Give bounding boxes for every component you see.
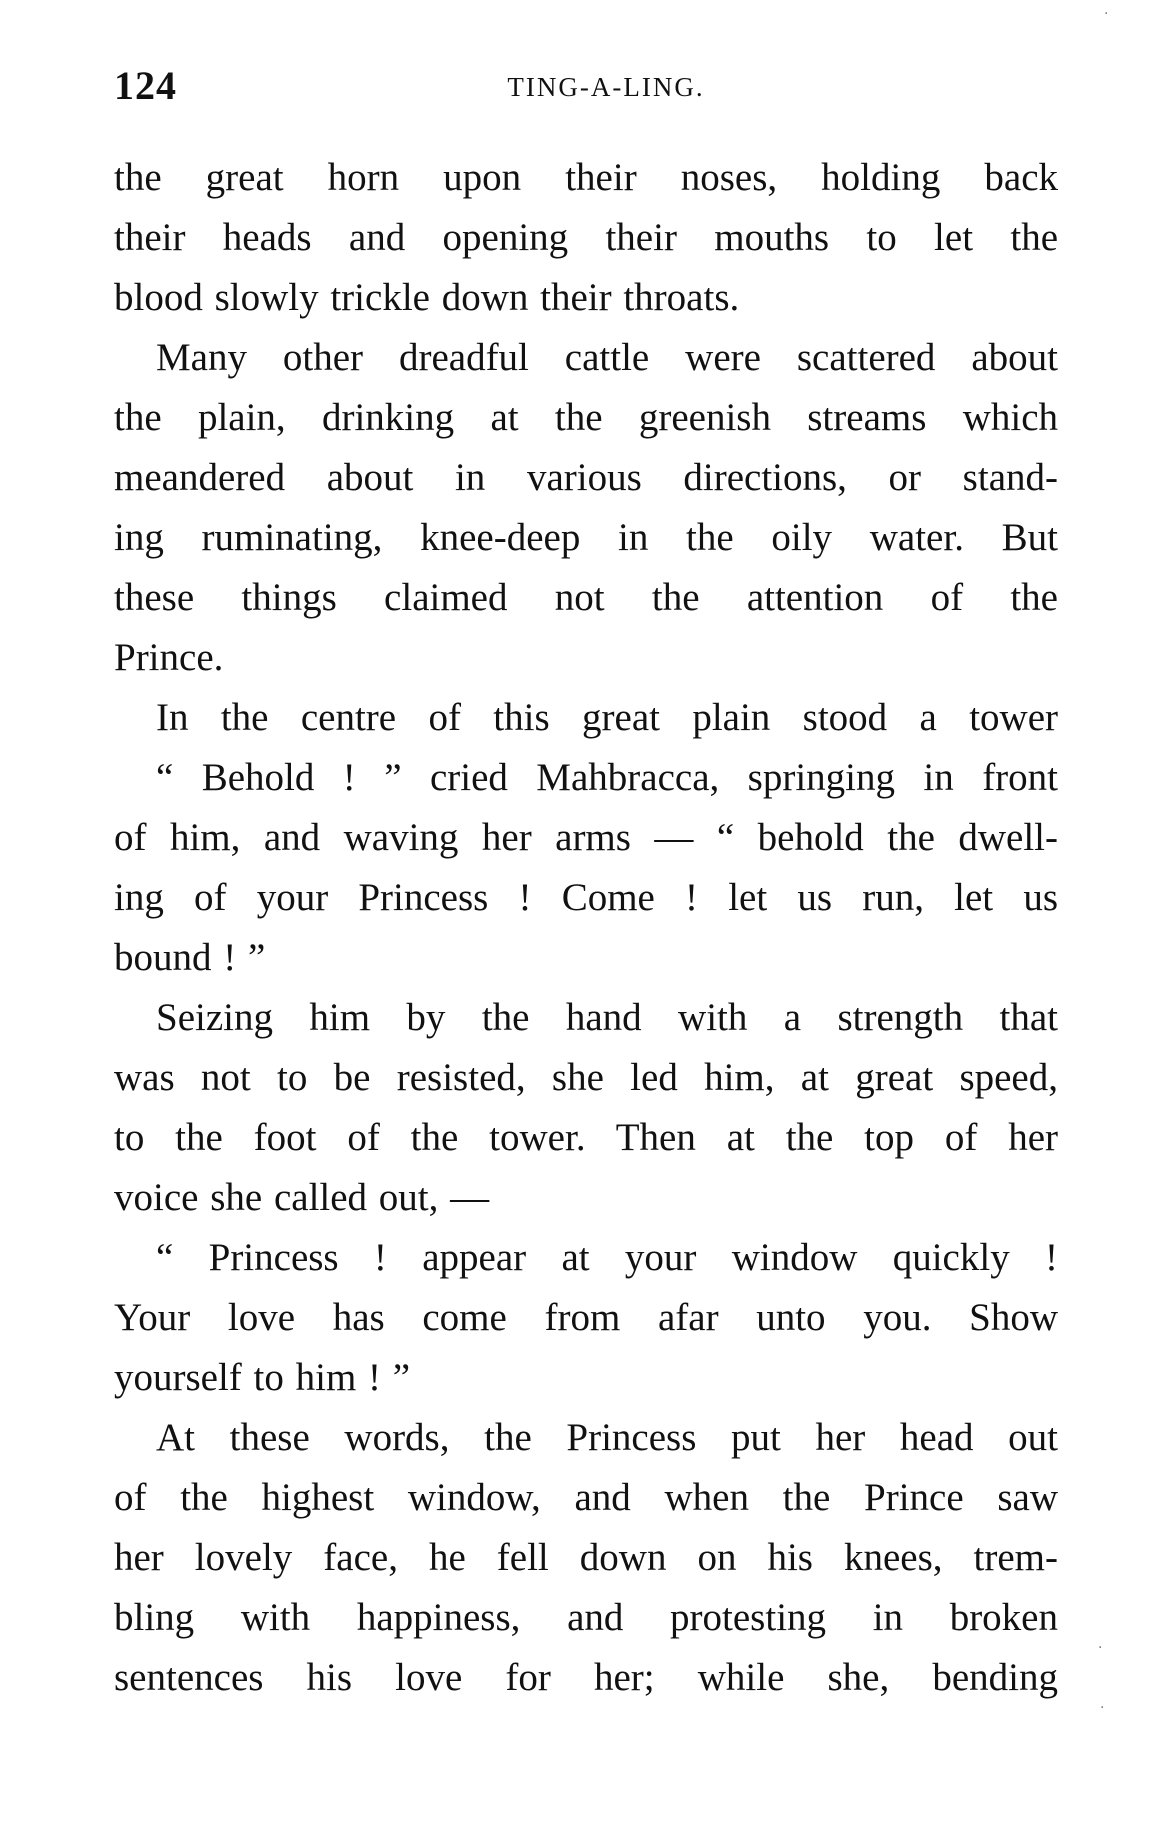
text-line: of him, and waving her arms — “ behold the dwell- [114, 816, 1058, 859]
text-line: In the centre of this great plain stood a tower [156, 696, 1058, 739]
text-line: bling with happiness, and protesting in broken [114, 1596, 1058, 1639]
page-number: 124 [114, 63, 177, 108]
text-line: bound ! ” [114, 936, 266, 979]
text-line: yourself to him ! ” [114, 1356, 411, 1399]
body-text [114, 148, 1058, 1708]
text-line: their heads and opening their mouths to let the [114, 216, 1058, 259]
running-head: TING-A-LING. [507, 72, 705, 102]
text-line: these things claimed not the attention of the [114, 576, 1058, 619]
text-line: “ Princess ! appear at your window quickly ! [156, 1236, 1058, 1279]
scan-speck: · [1098, 1640, 1103, 1656]
text-line: sentences his love for her; while she, bending [114, 1656, 1058, 1699]
text-line: blood slowly trickle down their throats. [114, 276, 740, 319]
text-line: meandered about in various directions, or stand- [114, 456, 1058, 499]
scan-speck: · [1104, 6, 1109, 22]
text-line: Your love has come from afar unto you. Show [114, 1296, 1058, 1339]
text-line: to the foot of the tower. Then at the top of her [114, 1116, 1058, 1159]
text-line: Seizing him by the hand with a strength that [156, 996, 1058, 1039]
text-line: the plain, drinking at the greenish streams which [114, 396, 1058, 439]
text-line: ing ruminating, knee-deep in the oily water. But [114, 516, 1058, 559]
text-line: her lovely face, he fell down on his knees, trem- [114, 1536, 1058, 1579]
page-header [114, 62, 1058, 122]
text-line: voice she called out, — [114, 1176, 490, 1219]
text-line: Many other dreadful cattle were scattered about [156, 336, 1058, 379]
text-line: ing of your Princess ! Come ! let us run, let us [114, 876, 1058, 919]
text-line: At these words, the Princess put her head out [156, 1416, 1058, 1459]
text-line: of the highest window, and when the Prince saw [114, 1476, 1058, 1519]
text-line: the great horn upon their noses, holding back [114, 156, 1058, 199]
text-line: “ Behold ! ” cried Mahbracca, springing in front [156, 756, 1058, 799]
scan-speck: · [1100, 1700, 1105, 1716]
text-line: Prince. [114, 636, 224, 679]
text-line: was not to be resisted, she led him, at great speed, [114, 1056, 1058, 1099]
